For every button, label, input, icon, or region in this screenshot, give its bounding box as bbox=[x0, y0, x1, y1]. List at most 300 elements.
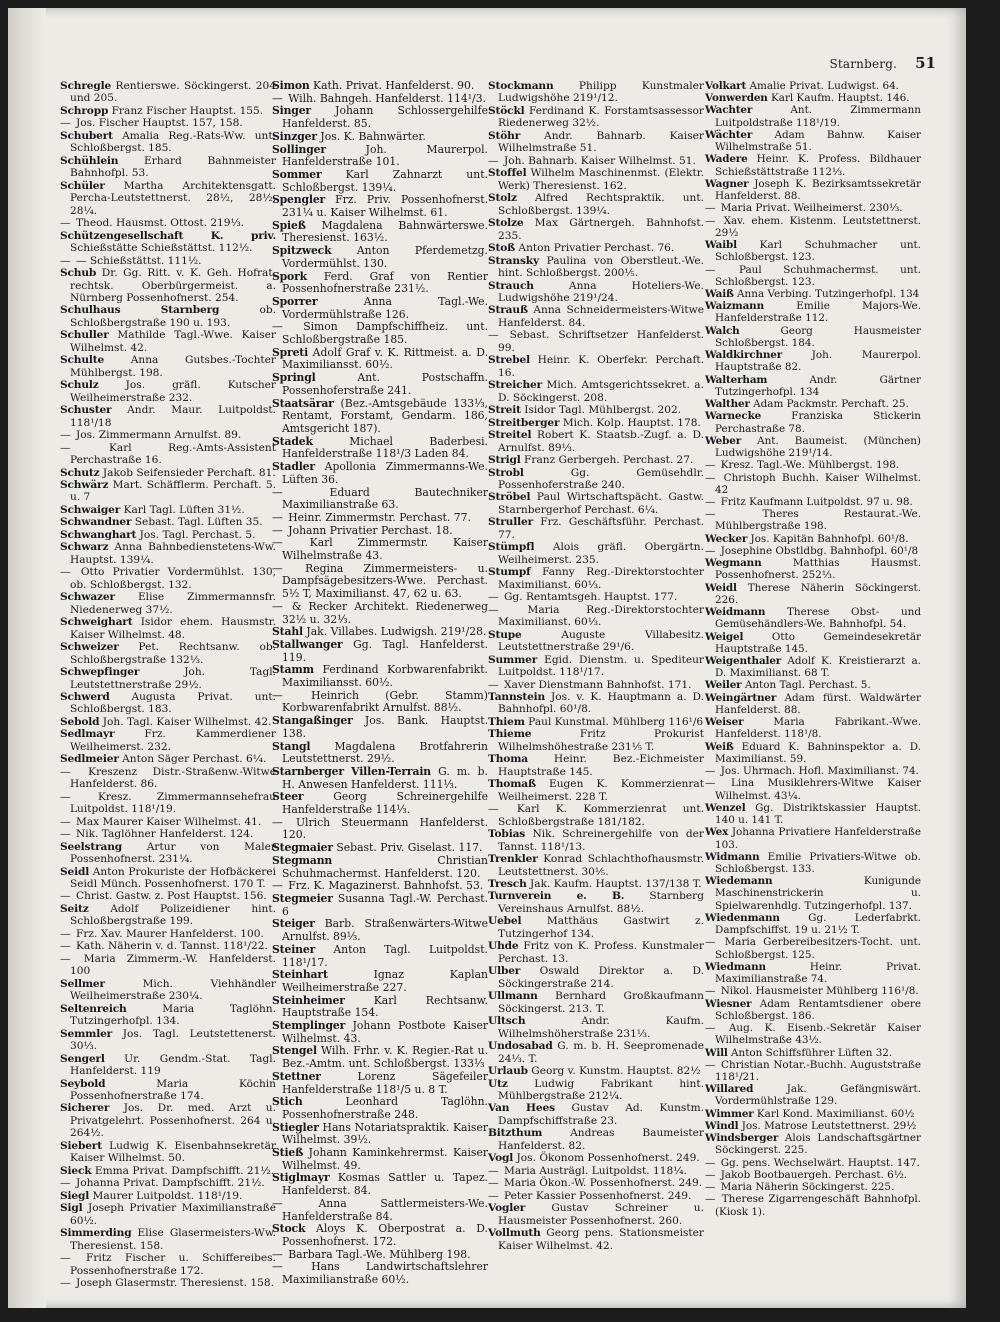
entry-details: Joh. Tagl. Leutstettnerstraße 29½. bbox=[70, 666, 276, 691]
directory-entry bbox=[60, 105, 276, 117]
entry-surname: Utz bbox=[488, 1077, 508, 1090]
entry-surname: Sollinger bbox=[272, 142, 326, 156]
entry-surname: Spitzweck bbox=[272, 244, 332, 258]
entry-details: Apollonia Zimmermanns-We. Lüften 36. bbox=[282, 460, 488, 486]
entry-details: Hans Notariatspraktik. Kaiser Wilhelmst. 39½. bbox=[282, 1120, 488, 1147]
entry-surname: Springl bbox=[272, 371, 316, 385]
entry-surname: Schropp bbox=[60, 104, 109, 117]
entry-details: Adam Packmstr. Perchaft. 25. bbox=[749, 398, 909, 411]
entry-details: Kosmas Sattler u. Tapez. Hanfelderst. 84. bbox=[282, 1171, 488, 1198]
entry-details: Jak. Villabes. Ludwigsh. 219¹/28. bbox=[302, 625, 487, 639]
entry-details: Maria Reg.-Direktorstochter Maximilianst. 60⅓. bbox=[498, 603, 704, 629]
directory-entry bbox=[60, 728, 276, 753]
directory-entry bbox=[705, 1108, 921, 1120]
entry-surname: Summer bbox=[488, 653, 538, 666]
entry-details: Susanna Tagl.-W. Perchast. 6 bbox=[282, 892, 488, 918]
directory-entry bbox=[272, 1020, 488, 1045]
continuation-dash: — bbox=[705, 495, 719, 508]
entry-details: Jos. K. Bahnwärter. bbox=[316, 129, 426, 143]
entry-details: Anton Tagl. Luitpoldst. 118¹/17. bbox=[282, 942, 488, 969]
entry-surname: Schwazer bbox=[60, 591, 115, 604]
continuation-dash: — bbox=[272, 1260, 310, 1274]
entry-surname: Schuster bbox=[60, 404, 112, 417]
entry-details: Barbara Tagl.-We. Mühlberg 198. bbox=[288, 1247, 471, 1261]
entry-details: Amalia Reg.-Rats-Ww. unt. Schloßbergst. 185. bbox=[70, 129, 276, 155]
directory-entry bbox=[705, 92, 921, 104]
directory-entry bbox=[60, 890, 276, 902]
entry-details: Karl Kaufm. Hauptst. 146. bbox=[767, 92, 910, 105]
entry-details: Anna Bahnbedienstetens-Ww. Hauptst. 139¼. bbox=[70, 541, 276, 566]
directory-entry bbox=[60, 529, 276, 541]
entry-details: Fanny Reg.-Direktorstochter Maximilianst. 60⅓. bbox=[498, 566, 704, 591]
directory-entry bbox=[60, 404, 276, 429]
entry-surname: Spengler bbox=[272, 193, 326, 207]
entry-details: Paulina von Oberstleut.-We. hint. Schloßbergst. 200⅕. bbox=[498, 254, 704, 280]
directory-entry bbox=[705, 802, 921, 826]
entry-surname: Sedlmayr bbox=[60, 728, 115, 741]
entry-details: Elise Zimmermannsfr. Niedenerweg 37½. bbox=[70, 591, 276, 616]
entry-surname: Steiner bbox=[272, 942, 316, 956]
entry-surname: Tannstein bbox=[488, 690, 546, 703]
directory-entry bbox=[60, 616, 276, 641]
continuation-dash: — bbox=[705, 985, 719, 998]
directory-entry bbox=[488, 728, 704, 753]
directory-entry bbox=[272, 537, 488, 562]
entry-surname: Ullmann bbox=[488, 990, 538, 1003]
entry-surname: Wex bbox=[705, 826, 729, 839]
entry-details: Robert K. Staatsb.-Zugf. a. D. Arnulfst. 89⅓. bbox=[498, 429, 704, 454]
entry-details: Heinr. K. Oberfekr. Perchaft. 16. bbox=[498, 354, 704, 379]
directory-entry bbox=[488, 1078, 704, 1103]
directory-entry bbox=[488, 491, 704, 516]
entry-details: Gg. Rentamtsgeh. Hauptst. 177. bbox=[503, 591, 678, 604]
entry-details: Ignaz Kaplan Weilheimerstraße 227. bbox=[282, 968, 488, 994]
directory-entry bbox=[705, 288, 921, 300]
directory-entry bbox=[705, 104, 921, 128]
entry-details: Xaver Dienstmann Bahnhofst. 171. bbox=[503, 678, 692, 691]
entry-surname: Seitz bbox=[60, 902, 89, 915]
directory-entry bbox=[705, 1181, 921, 1193]
entry-details: Wilhelm Maschinenmst. (Elektr. Werk) Theresienst. 162. bbox=[498, 167, 704, 192]
entry-details: Isidor Tagl. Mühlbergst. 202. bbox=[520, 404, 682, 417]
entry-surname: Sigl bbox=[60, 1202, 83, 1215]
entry-surname: Spieß bbox=[272, 218, 306, 232]
directory-entry bbox=[272, 398, 488, 436]
entry-surname: Stich bbox=[272, 1095, 303, 1109]
entry-details: Ulrich Steuermann Hanfelderst. 120. bbox=[282, 815, 488, 842]
entry-surname: Van Hees bbox=[488, 1102, 555, 1115]
directory-entry bbox=[60, 566, 276, 591]
directory-entry bbox=[488, 890, 704, 915]
entry-surname: Sebold bbox=[60, 715, 100, 728]
entry-details: Xav. ehem. Kistenm. Leutstettnerst. 29½ bbox=[715, 214, 921, 239]
entry-surname: Stockmann bbox=[488, 80, 554, 92]
entry-surname: Weidmann bbox=[705, 606, 766, 619]
entry-surname: Strebel bbox=[488, 354, 530, 367]
continuation-dash: — bbox=[60, 952, 82, 965]
entry-surname: Sporrer bbox=[272, 294, 318, 308]
entry-details: Jakob Bootbauergeh. Perchast. 6½. bbox=[720, 1168, 908, 1181]
directory-entry bbox=[60, 329, 276, 354]
directory-entry bbox=[60, 791, 276, 816]
entry-details: Christian Notar.-Buchh. Auguststraße 118¹/21. bbox=[715, 1058, 921, 1083]
entry-surname: Walch bbox=[705, 324, 740, 337]
entry-surname: Schuller bbox=[60, 329, 109, 342]
entry-surname: Streitberger bbox=[488, 416, 560, 429]
entry-details: Anna Tagl.-We. Vordermühlstraße 126. bbox=[282, 294, 488, 321]
entry-details: Mich. Kolp. Hauptst. 178. bbox=[559, 416, 701, 429]
directory-entry bbox=[272, 1096, 488, 1121]
directory-entry bbox=[60, 1252, 276, 1277]
directory-page bbox=[8, 8, 966, 1308]
entry-surname: Stegmeier bbox=[272, 892, 333, 905]
directory-entry bbox=[488, 1152, 704, 1164]
continuation-dash: — bbox=[272, 815, 294, 829]
entry-surname: Schwaiger bbox=[60, 503, 121, 516]
entry-details: Anna Verbing. Tutzingerhofpl. 134 bbox=[733, 287, 920, 300]
entry-details: Maria Ökon.-W. Possenhofnerst. 249. bbox=[503, 1177, 703, 1190]
entry-surname: Steinhart bbox=[272, 968, 328, 982]
entry-surname: Schwanghart bbox=[60, 528, 137, 541]
directory-entry bbox=[60, 1277, 276, 1289]
entry-details: Ferdinand Korbwarenfabrikt. Maximiliansst. 60½. bbox=[282, 663, 488, 690]
entry-details: Hans Landwirtschaftslehrer Maximilianstraße 60½. bbox=[282, 1260, 489, 1287]
entry-details: Barb. Straßenwärters-Witwe Arnulfst. 89⅓. bbox=[282, 917, 488, 944]
entry-surname: Thieme bbox=[488, 728, 532, 741]
entry-details: Theod. Hausmst. Ottost. 219⅓. bbox=[75, 217, 245, 230]
directory-entry bbox=[272, 461, 488, 486]
entry-surname: Vogler bbox=[488, 1202, 526, 1215]
entry-details: Gg. Lederfabrkt. Dampfschiffst. 19 u. 21½ T. bbox=[715, 911, 921, 937]
entry-details: Jakob Seifensieder Perchaft. 81. bbox=[99, 466, 276, 479]
entry-details: Alois Landschaftsgärtner Söckingerst. 225. bbox=[715, 1132, 921, 1157]
continuation-dash: — bbox=[272, 1247, 287, 1261]
entry-details: Heinr. K. Profess. Bildhauer Schießstättstraße 112⅓. bbox=[715, 153, 921, 178]
directory-entry bbox=[705, 716, 921, 740]
directory-entry bbox=[705, 1022, 921, 1046]
directory-entry bbox=[488, 1127, 704, 1152]
directory-entry bbox=[705, 1059, 921, 1083]
entry-details: Wilh. Frhr. v. K. Regier.-Rat u. Bez.-Amtm. unt. Schloßbergst. 133⅓ bbox=[282, 1044, 488, 1071]
entry-surname: Schweizer bbox=[60, 641, 119, 654]
entry-details: Johann Postbote Kaiser Wilhelmst. 43. bbox=[282, 1019, 488, 1045]
entry-details: Frz. Xav. Maurer Hanfelderst. 100. bbox=[75, 927, 264, 940]
directory-entry bbox=[272, 194, 488, 219]
entry-details: Joseph Glasermstr. Theresienst. 158. bbox=[75, 1277, 275, 1289]
entry-details: Ludwig Fabrikant hint. Mühlbergstraße 212¼. bbox=[498, 1077, 704, 1102]
directory-entry bbox=[705, 1132, 921, 1156]
directory-entry bbox=[488, 1227, 704, 1252]
directory-entry bbox=[705, 325, 921, 349]
entry-surname: Simmerding bbox=[60, 1227, 132, 1240]
directory-entry bbox=[705, 508, 921, 532]
directory-entry bbox=[488, 566, 704, 591]
entry-details: Anna Schneidermeisters-Witwe Hanfelderst. 84. bbox=[498, 304, 704, 329]
entry-surname: Schühlein bbox=[60, 154, 119, 167]
directory-entry bbox=[60, 1003, 276, 1028]
continuation-dash: — bbox=[60, 429, 74, 442]
continuation-dash: — bbox=[272, 523, 287, 537]
directory-entry bbox=[488, 1165, 704, 1177]
entry-surname: Sinzger bbox=[272, 129, 317, 143]
directory-entry bbox=[705, 936, 921, 960]
entry-surname: Steinheimer bbox=[272, 993, 345, 1007]
directory-entry bbox=[705, 1083, 921, 1107]
entry-details: G. m. b. H. Seepromenade 24⅓. T. bbox=[498, 1040, 704, 1065]
entry-surname: Will bbox=[705, 1046, 728, 1059]
entry-details: Jos. Matrose Leutstettnerst. 29½ bbox=[738, 1119, 917, 1132]
entry-surname: Strigl bbox=[488, 454, 521, 467]
entry-details: Karl Kond. Maximilianst. 60½ bbox=[753, 1107, 915, 1120]
directory-entry bbox=[488, 1065, 704, 1077]
continuation-dash: — bbox=[272, 510, 287, 524]
directory-entry bbox=[488, 965, 704, 990]
entry-details: Georg pens. Stationsmeister Kaiser Wilhelmst. 42. bbox=[498, 1227, 704, 1252]
directory-entry bbox=[705, 1193, 921, 1217]
entry-surname: Vonwerden bbox=[705, 92, 768, 105]
directory-entry bbox=[488, 516, 704, 541]
entry-surname: Stoß bbox=[488, 242, 516, 255]
entry-surname: Simon bbox=[272, 79, 310, 92]
directory-entry bbox=[60, 230, 276, 255]
entry-details: Karl K. Kommerzienrat unt. Schloßbergstraße 181/182. bbox=[498, 803, 704, 828]
directory-entry bbox=[272, 969, 488, 994]
directory-entry bbox=[272, 347, 488, 372]
continuation-dash: — bbox=[272, 320, 302, 334]
directory-entry bbox=[272, 1147, 488, 1172]
continuation-dash: — bbox=[488, 329, 508, 342]
directory-entry bbox=[488, 1040, 704, 1065]
directory-entry bbox=[60, 429, 276, 441]
entry-details: Karl Tagl. Lüften 31½. bbox=[120, 503, 245, 516]
directory-entry bbox=[705, 875, 921, 912]
entry-details: Franziska Stickerin Perchastraße 78. bbox=[715, 410, 921, 435]
directory-entry bbox=[488, 1015, 704, 1040]
directory-entry bbox=[705, 374, 921, 398]
directory-entry bbox=[272, 664, 488, 689]
continuation-dash: — bbox=[60, 790, 96, 803]
continuation-dash: — bbox=[705, 471, 722, 484]
directory-entry bbox=[488, 853, 704, 878]
entry-details: Lina Musiklehrers-Witwe Kaiser Wilhelmst. 43¼. bbox=[715, 777, 921, 802]
entry-details: Max Gärtnergeh. Bahnhofst. 235. bbox=[498, 217, 704, 242]
entry-surname: Schub bbox=[60, 267, 97, 280]
running-header bbox=[829, 54, 936, 72]
entry-details: Joh. Maurerpol. Hauptstraße 82. bbox=[715, 349, 921, 374]
directory-entry bbox=[488, 1102, 704, 1127]
entry-details: Ferdinand K. Forstamtsassessor Riedenerweg 32½. bbox=[498, 104, 704, 130]
entry-surname: Waldkirchner bbox=[705, 349, 783, 362]
entry-surname: Stiegler bbox=[272, 1120, 319, 1134]
entry-details: Eduard K. Bahninspektor a. D. Maximilianst. 59. bbox=[715, 740, 921, 765]
entry-details: & Recker Architekt. Riedenerweg 32½ u. 32⅓. bbox=[282, 599, 488, 626]
entry-surname: Widmann bbox=[705, 850, 760, 863]
entry-details: Theres Restaurat.-We. Mühlbergstraße 198. bbox=[715, 508, 921, 533]
directory-entry bbox=[488, 80, 704, 105]
entry-details: Emma Privat. Dampfschifft. 21½. bbox=[91, 1164, 274, 1177]
continuation-dash: — bbox=[60, 927, 74, 940]
directory-entry bbox=[60, 117, 276, 129]
directory-entry bbox=[60, 155, 276, 180]
entry-details: Johanna Privatiere Hanfelderstraße 103. bbox=[715, 826, 921, 851]
directory-entry bbox=[272, 601, 488, 626]
continuation-dash: — bbox=[60, 890, 74, 903]
entry-details: Christoph Buchh. Kaiser Wilhelmst. 42 bbox=[715, 471, 921, 496]
continuation-dash: — bbox=[272, 536, 308, 550]
entry-surname: Singer bbox=[272, 104, 311, 118]
directory-entry bbox=[488, 1177, 704, 1189]
directory-entry bbox=[488, 217, 704, 242]
directory-entry bbox=[60, 504, 276, 516]
entry-details: Starnberg Vereinshaus Arnulfst. 88½. bbox=[498, 890, 705, 915]
directory-entry bbox=[705, 655, 921, 679]
entry-details: Ludwig K. Eisenbahnsekretär Kaiser Wilhelmst. 50. bbox=[70, 1139, 276, 1165]
directory-entry bbox=[705, 557, 921, 581]
entry-surname: Schwandner bbox=[60, 516, 132, 529]
continuation-dash: — bbox=[705, 1022, 727, 1035]
entry-surname: Windsberger bbox=[705, 1132, 779, 1145]
continuation-dash: — bbox=[488, 591, 502, 604]
entry-details: Jak. Gefängniswärt. Vordermühlstraße 129. bbox=[715, 1083, 921, 1108]
directory-entry bbox=[488, 167, 704, 192]
continuation-dash: — bbox=[272, 599, 290, 613]
entry-details: Jos. Fischer Hauptst. 157, 158. bbox=[75, 117, 243, 130]
entry-details: Christian Schuhmachermst. Hanfelderst. 120. bbox=[282, 853, 488, 880]
directory-entry bbox=[60, 1078, 276, 1103]
directory-entry bbox=[705, 741, 921, 765]
directory-entry bbox=[705, 912, 921, 936]
entry-details: Eduard Bautechniker Maximilianstraße 63. bbox=[282, 485, 488, 512]
directory-entry bbox=[488, 753, 704, 778]
directory-entry bbox=[705, 985, 921, 997]
directory-entry bbox=[272, 918, 488, 943]
entry-details: Anton Schiffsführer Lüften 32. bbox=[727, 1046, 893, 1059]
entry-details: Karl Rechtsanw. Hauptstraße 154. bbox=[282, 993, 488, 1020]
entry-surname: Stiglmayr bbox=[272, 1171, 330, 1185]
directory-entry bbox=[488, 828, 704, 853]
directory-entry bbox=[272, 1045, 488, 1070]
continuation-dash: — bbox=[705, 765, 719, 778]
entry-details: Adam Bahnw. Kaiser Wilhelmstraße 51. bbox=[715, 128, 921, 154]
directory-entry bbox=[272, 639, 488, 664]
entry-details: Oswald Direktor a. D. Söckingerstraße 214. bbox=[498, 965, 704, 990]
entry-surname: Schützengesellschaft K. priv. bbox=[60, 229, 276, 242]
entry-surname: Stamm bbox=[272, 663, 314, 677]
entry-details: Paul Schuhmachermst. unt. Schloßbergst. 123. bbox=[715, 263, 921, 288]
entry-surname: Staatsärar bbox=[272, 396, 334, 410]
entry-surname: Weiler bbox=[705, 679, 742, 692]
directory-entry bbox=[272, 296, 488, 321]
entry-surname: Uhde bbox=[488, 940, 519, 953]
entry-details: Andr. Gärtner Tutzingerhofpl. 134 bbox=[715, 373, 921, 398]
directory-entry bbox=[60, 516, 276, 528]
continuation-dash: — bbox=[705, 202, 719, 215]
entry-details: Adam Rentamtsdiener obere Schloßbergst. 186. bbox=[715, 997, 921, 1022]
entry-surname: Stumpf bbox=[488, 566, 531, 579]
directory-entry bbox=[705, 264, 921, 288]
entry-surname: Stemplinger bbox=[272, 1019, 346, 1033]
entry-surname: Weiser bbox=[705, 716, 744, 729]
directory-entry bbox=[705, 1169, 921, 1181]
continuation-dash: — bbox=[488, 678, 502, 691]
entry-surname: Stadek bbox=[272, 434, 313, 448]
entry-details: Mich. Viehhändler Weilheimerstraße 230¼. bbox=[70, 977, 276, 1003]
directory-entry bbox=[705, 1120, 921, 1132]
entry-surname: Stupe bbox=[488, 628, 522, 641]
continuation-dash: — bbox=[60, 828, 74, 841]
entry-surname: Schüler bbox=[60, 179, 105, 192]
directory-entry bbox=[60, 80, 276, 105]
directory-entry bbox=[60, 180, 276, 217]
directory-entry bbox=[60, 716, 276, 728]
entry-surname: Weidl bbox=[705, 581, 737, 594]
entry-surname: Sengerl bbox=[60, 1052, 105, 1065]
directory-entry bbox=[705, 178, 921, 202]
entry-details: Andr. Bahnarb. Kaiser Wilhelmstraße 51. bbox=[498, 129, 704, 155]
entry-surname: Stümpfl bbox=[488, 541, 535, 554]
directory-entry bbox=[60, 940, 276, 952]
continuation-dash: — bbox=[272, 688, 310, 702]
directory-entry bbox=[488, 417, 704, 429]
page-number: 51 bbox=[915, 54, 936, 72]
entry-surname: Wiedmann bbox=[705, 960, 766, 973]
directory-entry bbox=[705, 582, 921, 606]
continuation-dash: — bbox=[705, 1193, 720, 1206]
entry-details: Philipp Kunstmaler Ludwigshöhe 219¹/12. bbox=[498, 80, 704, 105]
entry-surname: Walterham bbox=[705, 373, 768, 386]
entry-surname: Stahl bbox=[272, 625, 303, 639]
entry-surname: Stieß bbox=[272, 1146, 304, 1160]
directory-entry bbox=[488, 192, 704, 217]
entry-details: Anna Hoteliers-We. Ludwigshöhe 219¹/24. bbox=[498, 279, 704, 304]
entry-details: G. m. b. H. Anwesen Hanfelderst. 111⅓. bbox=[282, 764, 488, 791]
entry-surname: Stegmann bbox=[272, 853, 333, 867]
entry-details: Bernhard Großkaufmann Söckingerst. 213. T. bbox=[498, 990, 704, 1015]
entry-surname: Wagner bbox=[705, 177, 749, 190]
entry-details: Joh. Tagl. Kaiser Wilhelmst. 42. bbox=[99, 715, 272, 728]
entry-details: Maria Zimmerm.-W. Hanfelderst. 100 bbox=[70, 952, 276, 978]
entry-details: Peter Kassier Possenhofnerst. 249. bbox=[503, 1189, 692, 1202]
directory-entry bbox=[488, 629, 704, 654]
directory-entry bbox=[705, 961, 921, 985]
entry-details: Maria Köchin Possenhofnerstraße 174. bbox=[70, 1077, 276, 1102]
entry-surname: Trenkler bbox=[488, 853, 538, 866]
entry-surname: Streitel bbox=[488, 429, 532, 442]
directory-entry bbox=[488, 1202, 704, 1227]
directory-entry bbox=[60, 1140, 276, 1165]
directory-entry bbox=[488, 716, 704, 728]
entry-details: Andr. Maur. Luitpoldst. 118¹/18 bbox=[70, 404, 276, 429]
entry-details: Joseph Privatier Maximilianstraße 60½. bbox=[70, 1202, 276, 1227]
column-2 bbox=[272, 80, 488, 1287]
directory-entry bbox=[488, 130, 704, 155]
continuation-dash: — bbox=[272, 91, 287, 105]
directory-entry bbox=[60, 541, 276, 566]
entry-surname: Vogl bbox=[488, 1152, 514, 1165]
directory-entry bbox=[60, 1102, 276, 1139]
entry-details: Aug. K. Eisenb.-Sekretär Kaiser Wilhelmstraße 43½. bbox=[715, 1022, 921, 1047]
entry-details: Maria Taglöhn. Tutzingerhofpl. 134. bbox=[70, 1002, 276, 1028]
entry-surname: Sommer bbox=[272, 167, 322, 181]
entry-details: Anton Tagl. Perchast. 5. bbox=[741, 679, 871, 692]
continuation-dash: — bbox=[488, 1189, 502, 1202]
entry-details: Fritz Fischer u. Schiffereibes. Possenhofnerstraße 172. bbox=[70, 1252, 276, 1277]
entry-details: Matthäus Gastwirt z. Tutzingerhof 134. bbox=[498, 915, 704, 940]
directory-entry bbox=[488, 878, 704, 890]
continuation-dash: — bbox=[705, 1168, 719, 1181]
entry-surname: Stransky bbox=[488, 254, 539, 267]
entry-details: Emilie Privatiers-Witwe ob. Schloßbergst. 133. bbox=[715, 850, 921, 875]
